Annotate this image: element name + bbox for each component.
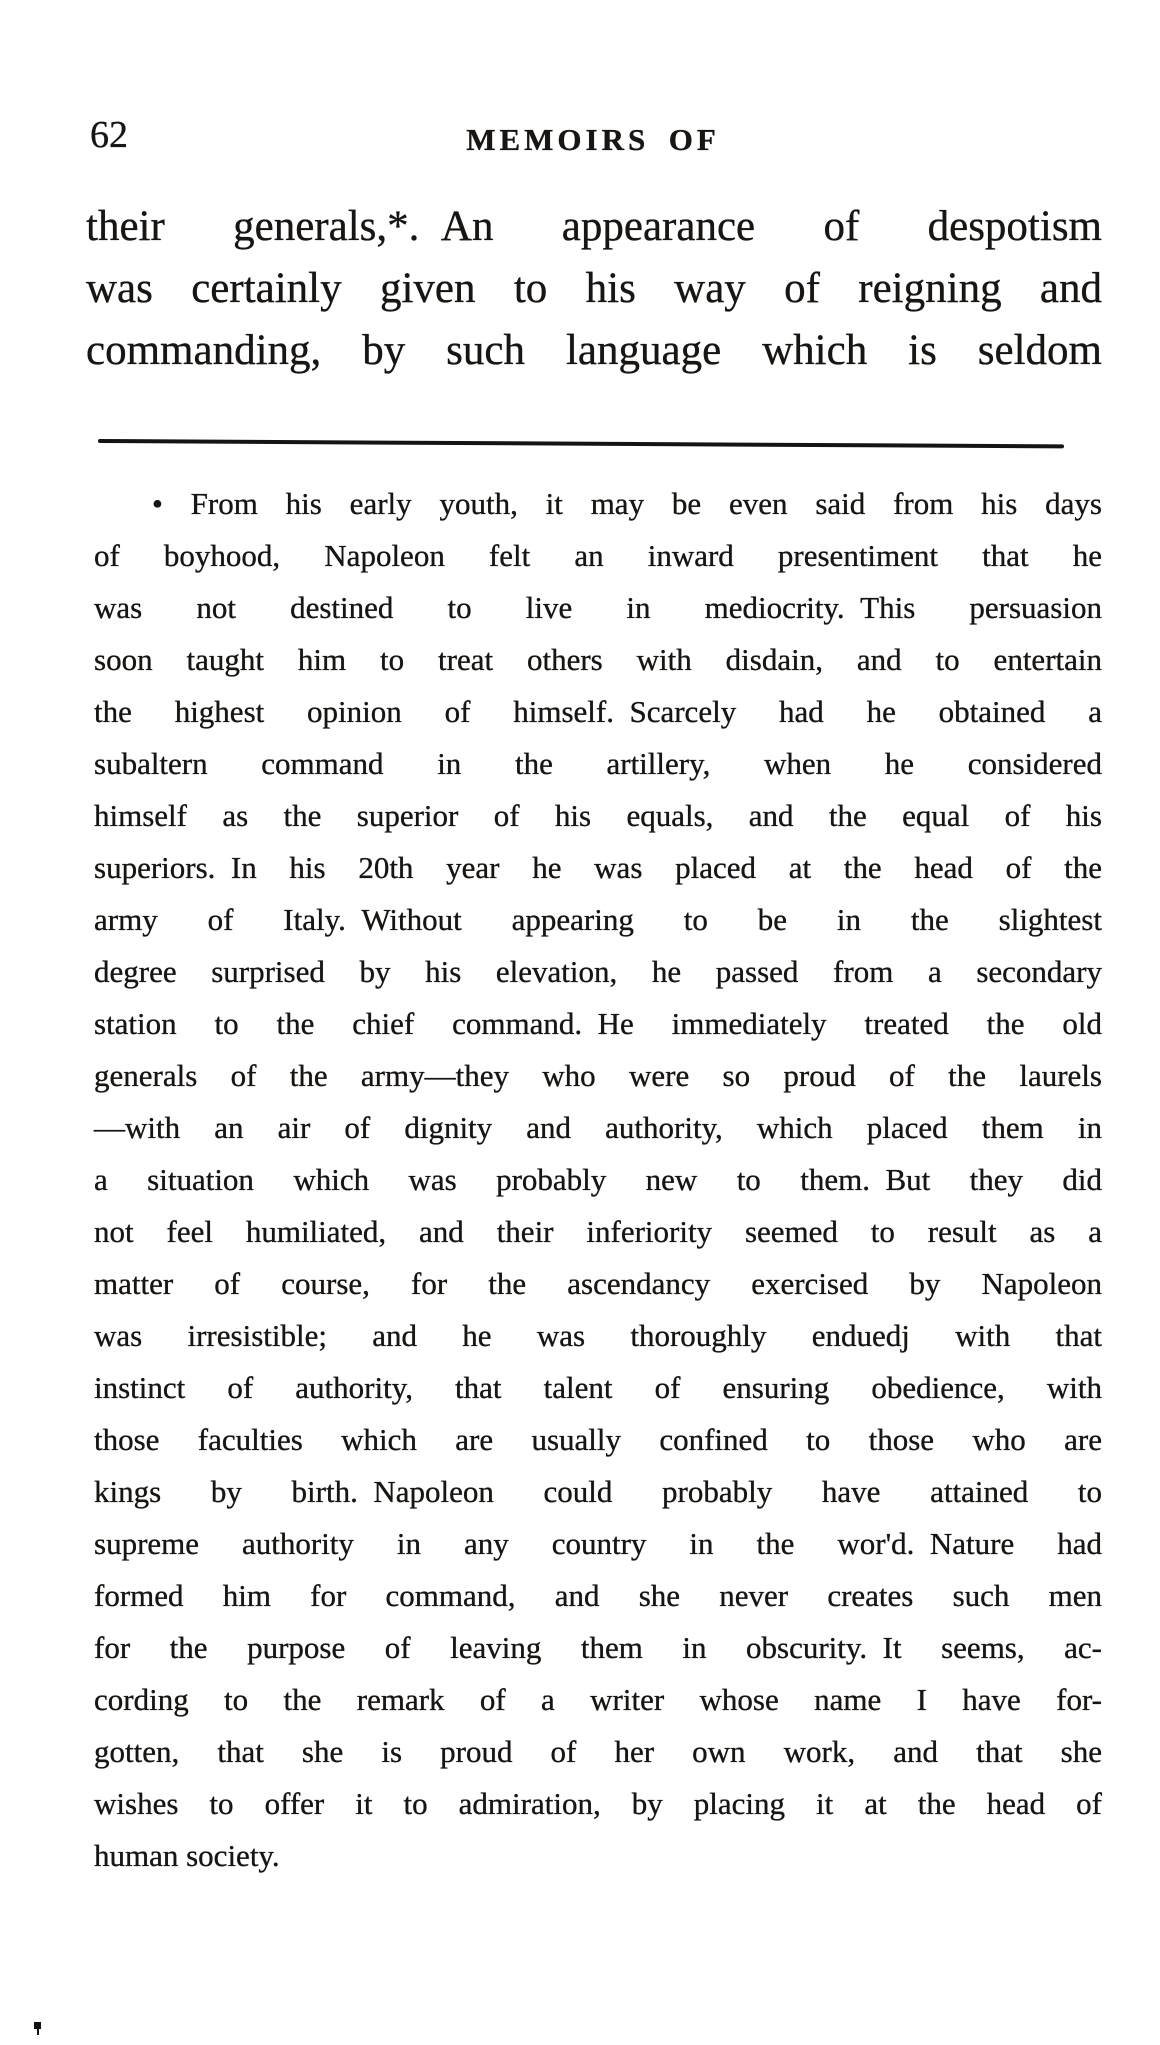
footnote-line: himself as the superior of his equals, and the equal of his — [94, 798, 1102, 833]
footnote-line: was not destined to live in mediocrity. This persuasion — [94, 590, 1102, 625]
footnote-line: the highest opinion of himself. Scarcely had he obtained a — [94, 694, 1102, 729]
footnote-line: —with an air of dignity and authority, which placed them in — [94, 1110, 1102, 1145]
footnote-line: not feel humiliated, and their inferiority seemed to result as a — [94, 1214, 1102, 1249]
footnote-separator-rule — [98, 439, 1064, 448]
footnote-line: degree surprised by his elevation, he passed from a secondary — [94, 954, 1102, 989]
page-number: 62 — [90, 114, 128, 156]
main-text — [86, 196, 1102, 382]
footnote-line: of boyhood, Napoleon felt an inward presentiment that he — [94, 538, 1102, 573]
footnote-line: • From his early youth, it may be even said from his days — [152, 486, 1102, 521]
footnote-line: matter of course, for the ascendancy exercised by Napoleon — [94, 1266, 1102, 1301]
main-text-line: was certainly given to his way of reigning and — [86, 265, 1102, 312]
footnote-line: was irresistible; and he was thoroughly enduedj with that — [94, 1318, 1102, 1353]
footnote-line: formed him for command, and she never creates such men — [94, 1578, 1102, 1613]
footnote-line: soon taught him to treat others with disdain, and to entertain — [94, 642, 1102, 677]
main-text-line: their generals,*. An appearance of despotism — [86, 203, 1102, 250]
ink-speck-head — [34, 2022, 41, 2029]
footnote-line: wishes to offer it to admiration, by placing it at the head of — [94, 1786, 1102, 1821]
footnote-line: supreme authority in any country in the wor'd. Nature had — [94, 1526, 1102, 1561]
footnote-line: subaltern command in the artillery, when he considered — [94, 746, 1102, 781]
ink-speck-tail — [37, 2029, 39, 2035]
ink-speck — [34, 2022, 42, 2036]
footnote-line: station to the chief command. He immediately treated the old — [94, 1006, 1102, 1041]
footnote-line: generals of the army—they who were so proud of the laurels — [94, 1058, 1102, 1093]
footnote-line: instinct of authority, that talent of ensuring obedience, with — [94, 1370, 1102, 1405]
footnote-line: kings by birth. Napoleon could probably have attained to — [94, 1474, 1102, 1509]
footnote-line: superiors. In his 20th year he was placed at the head of the — [94, 850, 1102, 885]
footnote-line: for the purpose of leaving them in obscurity. It seems, ac- — [94, 1630, 1102, 1665]
running-header: MEMOIRS OF — [466, 122, 720, 157]
footnote-line: human society. — [94, 1838, 280, 1873]
main-text-line: commanding, by such language which is seldom — [86, 327, 1102, 374]
footnote-line: those faculties which are usually confined to those who are — [94, 1422, 1102, 1457]
footnote-line: army of Italy. Without appearing to be in the slightest — [94, 902, 1102, 937]
footnote-line: a situation which was probably new to them. But they did — [94, 1162, 1102, 1197]
footnote-line: cording to the remark of a writer whose name I have for- — [94, 1682, 1102, 1717]
footnote — [94, 478, 1102, 1882]
footnote-line: gotten, that she is proud of her own work, and that she — [94, 1734, 1102, 1769]
